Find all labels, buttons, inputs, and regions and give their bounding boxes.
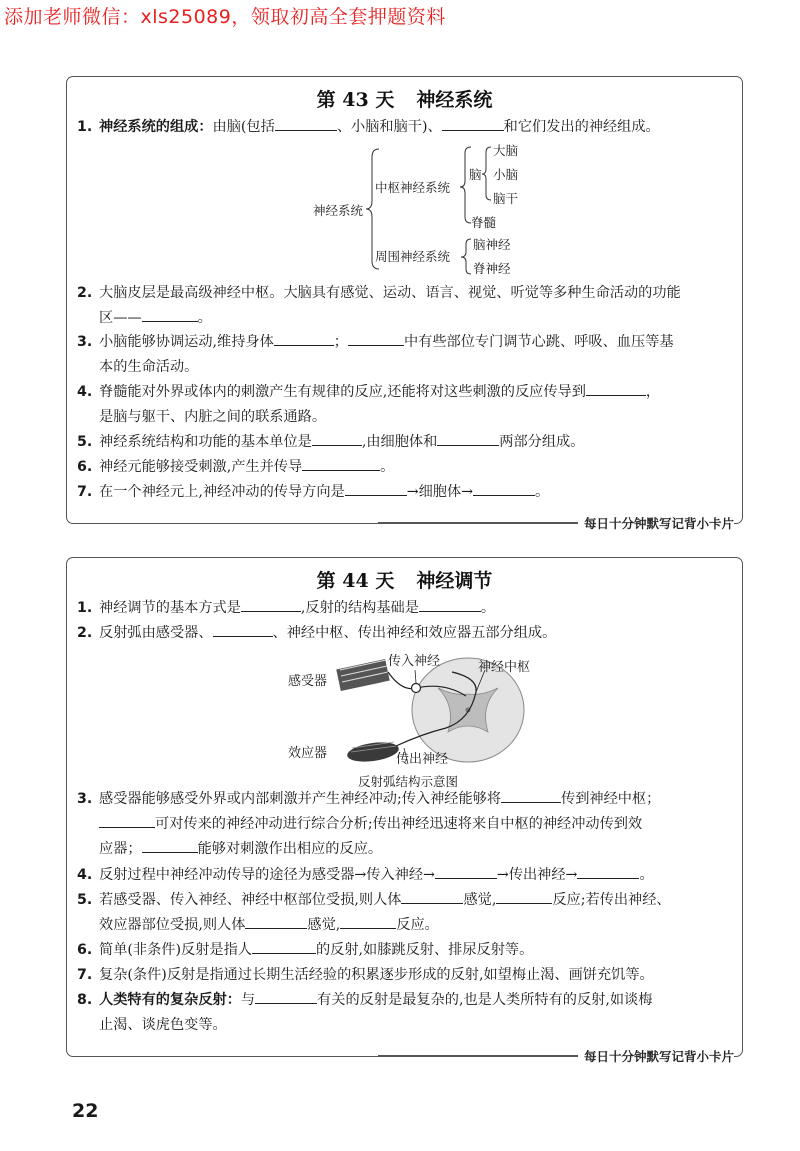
question-4: 4. 反射过程中神经冲动传导的途径为感受器→传入神经→ →传出神经→ 。 <box>77 867 654 883</box>
answer-blank[interactable] <box>496 891 552 904</box>
answer-blank[interactable] <box>274 333 334 346</box>
question-5: 5. 若感受器、传入神经、神经中枢部位受损,则人体 感觉, 反应;若传出神经、 效应器部位受损,则人体 感觉, 反应。 <box>77 892 671 933</box>
page-number: 22 <box>72 1100 99 1122</box>
tree-central: 中枢神经系统 <box>375 180 451 195</box>
question-2: 2. 反射弧由感受器、 、神经中枢、传出神经和效应器五部分组成。 <box>77 625 557 641</box>
question-4: 4. 脊髓能对外界或体内的刺激产生有规律的反应,还能将对这些刺激的反应传导到 ， 是脑与躯干、内脏之间的联系通路。 <box>77 384 661 425</box>
answer-blank[interactable] <box>348 333 404 346</box>
card-day-43 <box>66 76 743 531</box>
answer-blank[interactable] <box>586 383 646 396</box>
reflex-arc-diagram <box>220 648 560 798</box>
question-1: 1. 神经调节的基本方式是 ,反射的结构基础是 。 <box>77 600 496 616</box>
card-day-44 <box>66 557 743 1064</box>
question-7: 7. 在一个神经元上,神经冲动的传导方向是 →细胞体→ 。 <box>77 484 550 500</box>
answer-blank[interactable] <box>241 599 301 612</box>
question-7: 7. 复杂(条件)反射是指通过长期生活经验的积累逐步形成的反射,如望梅止渴、画饼充饥等。 <box>77 967 654 983</box>
question-2: 2. 大脑皮层是最高级神经中枢。大脑具有感觉、运动、语言、视觉、听觉等多种生命活动的功能 区—— 。 <box>77 285 681 326</box>
answer-blank[interactable] <box>312 433 362 446</box>
label-receptor: 感受器 <box>288 674 328 689</box>
question-5: 5. 神经系统结构和功能的基本单位是 ,由细胞体和 两部分组成。 <box>77 434 585 450</box>
answer-blank[interactable] <box>99 815 155 828</box>
question-6: 6. 简单(非条件)反射是指人 的反射,如膝跳反射、排尿反射等。 <box>77 942 534 958</box>
question-6: 6. 神经元能够接受刺激,产生并传导 。 <box>77 459 395 475</box>
tree-brain: 脑 <box>469 167 482 182</box>
tree-spinal: 脊髓 <box>471 215 497 230</box>
card-title <box>67 566 742 593</box>
title-day: 第 43 天 <box>316 89 395 111</box>
answer-blank[interactable] <box>245 916 307 929</box>
answer-blank[interactable] <box>252 941 316 954</box>
answer-blank[interactable] <box>302 458 380 471</box>
diagram-caption: 反射弧结构示意图 <box>358 774 459 789</box>
answer-blank[interactable] <box>419 599 481 612</box>
answer-blank[interactable] <box>142 840 198 853</box>
answer-blank[interactable] <box>142 309 198 322</box>
answer-blank[interactable] <box>401 891 463 904</box>
tree-peripheral: 周围神经系统 <box>375 249 451 264</box>
tree-cranial: 脑神经 <box>473 237 511 252</box>
effector-icon <box>346 739 400 764</box>
question-3: 3. 小脑能够协调运动,维持身体 ； 中有些部位专门调节心跳、呼吸、血压等基 本的生命活动。 <box>77 334 674 375</box>
label-effector: 效应器 <box>288 746 328 761</box>
answer-blank[interactable] <box>340 916 396 929</box>
answer-blank[interactable] <box>577 866 639 879</box>
question-3: 3. 感受器能够感受外界或内部刺激并产生神经冲动;传入神经能够将 传到神经中枢； 可对传来的神经冲动进行综合分析;传出神经迅速将来自中枢的神经冲动传到效 应器； 能够对刺激作出相应的反应。 <box>77 791 661 857</box>
answer-blank[interactable] <box>213 624 273 637</box>
tree-spinal-nerve: 脊神经 <box>473 261 511 276</box>
label-center: 神经中枢 <box>478 660 531 675</box>
label-efferent: 传出神经 <box>396 752 449 767</box>
question-1: 1. 神经系统的组成：由脑(包括 、小脑和脑干)、 和它们发出的神经组成。 <box>77 119 660 135</box>
question-8: 8. 人类特有的复杂反射：与 有关的反射是最复杂的,也是人类所特有的反射,如谈梅 止渴、谈虎色变等。 <box>77 992 653 1033</box>
tree-cerebrum: 大脑 <box>493 143 519 158</box>
title-day: 第 44 天 <box>316 570 395 592</box>
tree-root: 神经系统 <box>313 203 364 218</box>
watermark-text: 添加老师微信：xls25089，领取初高全套押题资料 <box>4 6 446 28</box>
receptor-icon <box>336 659 389 691</box>
tree-brainstem: 脑干 <box>493 191 519 206</box>
title-topic: 神经调节 <box>416 570 493 592</box>
answer-blank[interactable] <box>437 433 499 446</box>
footer-tag: 每日十分钟默写记背小卡片 <box>578 1047 734 1065</box>
label-afferent: 传入神经 <box>388 654 441 669</box>
answer-blank[interactable] <box>473 483 535 496</box>
title-topic: 神经系统 <box>416 89 493 111</box>
footer-tag: 每日十分钟默写记背小卡片 <box>578 514 734 532</box>
tree-cerebellum: 小脑 <box>493 167 519 182</box>
answer-blank[interactable] <box>345 483 407 496</box>
answer-blank[interactable] <box>435 866 497 879</box>
answer-blank[interactable] <box>255 991 317 1004</box>
